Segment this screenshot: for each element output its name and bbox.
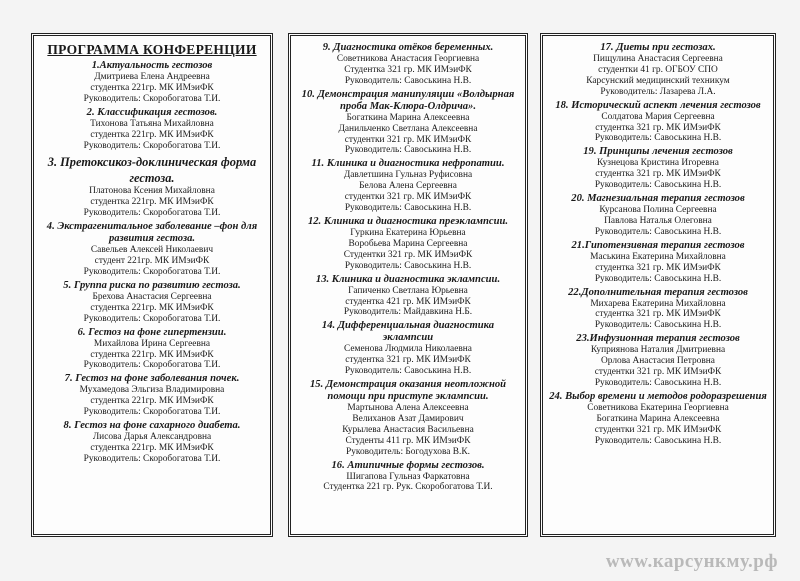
talk-title: 13. Клиника и диагностика эклампсии.	[315, 273, 501, 285]
talk-list	[548, 42, 768, 446]
talk-item	[39, 327, 265, 372]
talk-detail-line: студентка 221гр. МК ИМэиФК	[90, 349, 214, 360]
talk-item	[296, 158, 520, 214]
talk-detail-line: Тихонова Татьяна Михайловна	[90, 118, 214, 129]
talk-detail-line: студентка 221гр. МК ИМэиФК	[90, 197, 214, 208]
talk-detail-line: Руководитель: Савоськина Н.В.	[594, 320, 722, 331]
talk-detail-line: студентки 321 гр. МК ИМэиФК	[594, 424, 722, 435]
talk-detail-line: Руководитель: Савоськина Н.В.	[594, 377, 722, 388]
talk-detail-line: Мухамедова Эльгиза Владимировна	[79, 385, 225, 396]
talk-title: 23.Инфузионная терапия гестозов	[576, 333, 740, 345]
talk-detail-line: Руководитель: Майдавкина Н.Б.	[343, 307, 473, 318]
talk-detail-line: студентка 221гр. МК ИМэиФК	[90, 442, 214, 453]
talk-item	[548, 391, 768, 447]
talk-item	[39, 373, 265, 418]
talk-detail-line: Белова Алена Сергеевна	[359, 181, 457, 192]
program-column-1	[31, 33, 273, 537]
talk-item	[39, 155, 265, 219]
talk-item	[296, 460, 520, 494]
talk-detail-line: Руководитель: Савоськина Н.В.	[594, 133, 722, 144]
talk-item	[39, 420, 265, 465]
talk-detail-line: студентка 321 гр. МК ИМэиФК	[595, 122, 721, 133]
talk-title: 14. Дифференциальная диагностика эклампсии	[321, 320, 495, 344]
talk-detail-line: Карсунский медицинский техникум	[586, 75, 730, 86]
talk-title: 9. Диагностика отёков беременных.	[322, 42, 494, 53]
talk-detail-line: Руководитель: Савоськина Н.В.	[344, 366, 472, 377]
talk-title: 4. Экстрагенитальное заболевание –фон для развития гестоза.	[46, 221, 258, 245]
talk-detail-line: Павлова Наталья Олеговна	[604, 215, 712, 226]
talk-detail-line: студентки 321 гр. МК ИМэиФК	[594, 367, 722, 378]
talk-detail-line: Руководитель: Скоробогатова Т.И.	[83, 93, 221, 104]
talk-detail-line: Михарева Екатерина Михайловна	[590, 298, 726, 309]
talk-detail-line: Мартынова Алена Алексеевна	[347, 403, 469, 414]
talk-detail-line: Воробьева Марина Сергеевна	[348, 238, 468, 249]
talk-detail-line: Советникова Екатерина Георгиевна	[587, 402, 729, 413]
talk-detail-line: Дмитриева Елена Андреевна	[94, 72, 210, 82]
talk-detail-line: Богаткина Марина Алексеевна	[596, 413, 720, 424]
talk-detail-line: Руководитель: Скоробогатова Т.И.	[83, 407, 221, 418]
talk-list	[296, 42, 520, 493]
talk-detail-line: студентка 221гр. МК ИМэиФК	[90, 82, 214, 93]
talk-item	[296, 320, 520, 377]
talk-detail-line: Шигапова Гульназ Фаркатовна	[346, 471, 470, 482]
talk-detail-line: Руководитель: Савоськина Н.В.	[594, 435, 722, 446]
talk-detail-line: Руководитель: Савоськина Н.В.	[594, 273, 722, 284]
talk-title: 24. Выбор времени и методов родоразрешения	[549, 390, 767, 402]
talk-item	[296, 216, 520, 272]
talk-detail-line: Студентка 321 гр. МК ИМэиФК	[344, 64, 472, 75]
talk-item	[39, 280, 265, 325]
talk-detail-line: Руководитель: Лазарева Л.А.	[600, 86, 716, 97]
talk-detail-line: студентка 221гр. МК ИМэиФК	[90, 396, 214, 407]
talk-title: 17. Диеты при гестозах.	[600, 42, 716, 53]
talk-title: 8. Гестоз на фоне сахарного диабета.	[63, 420, 241, 432]
talk-title: 3. Претоксикоз-доклиническая форма гестоза.	[47, 155, 257, 185]
talk-title: 1.Актуальность гестозов	[91, 60, 213, 71]
talk-detail-line: студент 221гр. МК ИМэиФК	[94, 256, 210, 267]
talk-item	[296, 379, 520, 458]
talk-detail-line: Курылева Анастасия Васильевна	[342, 424, 474, 435]
talk-detail-line: Руководитель: Савоськина Н.В.	[344, 260, 472, 271]
talk-detail-line: Гуркина Екатерина Юрьевна	[350, 227, 466, 238]
talk-detail-line: студентки 41 гр. ОГБОУ СПО	[598, 64, 718, 75]
talk-title: 6. Гестоз на фоне гипертензии.	[77, 326, 227, 338]
talk-detail-line: Руководитель: Савоськина Н.В.	[594, 180, 722, 191]
talk-item	[39, 107, 265, 152]
talk-detail-line: Руководитель: Скоробогатова Т.И.	[83, 313, 221, 324]
program-title: ПРОГРАММА КОНФЕРЕНЦИИ	[47, 42, 257, 57]
talk-detail-line: Руководитель: Савоськина Н.В.	[344, 75, 472, 86]
talk-detail-line: Платонова Ксения Михайловна	[89, 186, 215, 197]
talk-title: 19. Принципы лечения гестозов	[583, 146, 733, 158]
talk-detail-line: Студенты 411 гр. МК ИМэиФК	[345, 435, 471, 446]
talk-detail-line: Велиханов Азат Дамирович	[352, 413, 464, 424]
talk-detail-line: Пищулина Анастасия Сергеевна	[593, 54, 723, 64]
talk-list	[39, 60, 265, 465]
talk-detail-line: Студентки 321 гр. МК ИМэиФК	[343, 249, 473, 260]
talk-title: 22.Дополнительная терапия гестозов	[568, 286, 748, 298]
talk-item	[548, 42, 768, 98]
talk-detail-line: Руководитель: Богодухова В.К.	[346, 446, 470, 457]
talk-detail-line: Лисова Дарья Александровна	[92, 432, 212, 443]
talk-detail-line: Маськина Екатерина Михайловна	[590, 251, 726, 262]
talk-detail-line: студентка 321 гр. МК ИМэиФК	[345, 355, 471, 366]
talk-detail-line: Руководитель: Савоськина Н.В.	[344, 203, 472, 214]
talk-detail-line: Руководитель: Скоробогатова Т.И.	[83, 360, 221, 371]
talk-item	[39, 60, 265, 105]
program-column-3	[540, 33, 776, 537]
talk-detail-line: Солдатова Мария Сергеевна	[601, 111, 715, 122]
talk-item	[296, 42, 520, 87]
talk-detail-line: Куприянова Наталия Дмитриевна	[590, 345, 726, 356]
talk-detail-line: студентка 321 гр. МК ИМэиФК	[595, 169, 721, 180]
talk-title: 12. Клиника и диагностика преэклампсии.	[307, 215, 509, 227]
talk-detail-line: Савельев Алексей Николаевич	[90, 245, 214, 256]
talk-item	[548, 287, 768, 332]
talk-title: 5. Группа риска по развитию гестоза.	[63, 279, 241, 291]
talk-detail-line: Семенова Людмила Николаевна	[344, 344, 472, 355]
talk-detail-line: студентки 321 гр. МК ИМэиФК	[344, 134, 472, 145]
talk-detail-line: Курсанова Полина Сергеевна	[599, 205, 717, 216]
talk-item	[296, 274, 520, 319]
talk-detail-line: Богаткина Марина Алексеевна	[346, 112, 470, 123]
talk-title: 15. Демонстрация оказания неотложной помощи при приступе эклампсии.	[309, 379, 507, 403]
talk-detail-line: Руководитель: Скоробогатова Т.И.	[83, 208, 221, 219]
talk-detail-line: Руководитель: Скоробогатова Т.И.	[83, 453, 221, 464]
talk-detail-line: студентка 221гр. МК ИМэиФК	[90, 302, 214, 313]
talk-detail-line: Давлетшина Гульназ Руфисовна	[343, 170, 473, 181]
talk-detail-line: Руководитель: Скоробогатова Т.И.	[83, 140, 221, 151]
talk-detail-line: Советникова Анастасия Георгиевна	[336, 54, 480, 64]
talk-title: 18. Исторический аспект лечения гестозов	[555, 99, 761, 111]
talk-item	[39, 221, 265, 278]
talk-item	[548, 100, 768, 145]
talk-detail-line: Брехова Анастасия Сергеевна	[92, 291, 212, 302]
talk-detail-line: Руководитель: Скоробогатова Т.И.	[83, 266, 221, 277]
talk-detail-line: Михайлова Ирина Сергеевна	[93, 338, 211, 349]
talk-title: 20. Магнезиальная терапия гестозов	[571, 193, 745, 205]
talk-title: 7. Гестоз на фоне заболевания почек.	[64, 373, 240, 385]
talk-title: 2. Классификация гестозов.	[86, 106, 218, 118]
talk-detail-line: Орлова Анастасия Петровна	[601, 356, 715, 367]
talk-title: 16. Атипичные формы гестозов.	[331, 459, 485, 471]
site-watermark: www.карсункму.рф	[605, 551, 778, 572]
talk-detail-line: студентка 321 гр. МК ИМэиФК	[595, 309, 721, 320]
talk-title: 21.Гипотензивная терапия гестозов	[571, 239, 745, 251]
talk-item	[548, 333, 768, 389]
talk-detail-line: Кузнецова Кристина Игоревна	[597, 158, 719, 169]
talk-detail-line: Руководитель: Савоськина Н.В.	[344, 145, 472, 156]
talk-detail-line: студентка 321 гр. МК ИМэиФК	[595, 262, 721, 273]
talk-item	[548, 240, 768, 285]
talk-detail-line: Студентка 221 гр. Рук. Скоробогатова Т.И.	[323, 482, 493, 493]
talk-item	[548, 193, 768, 238]
talk-detail-line: Данильченко Светлана Алексеевна	[338, 123, 478, 134]
talk-detail-line: студентка 221гр. МК ИМэиФК	[90, 129, 214, 140]
talk-item	[548, 146, 768, 191]
talk-detail-line: Гапиченко Светлана Юрьевна	[348, 285, 468, 296]
talk-title: 11. Клиника и диагностика нефропатии.	[311, 158, 505, 170]
talk-detail-line: студентка 421 гр. МК ИМэиФК	[345, 296, 471, 307]
talk-title: 10. Демонстрация манипуляции «Волдырная проба Мак-Клюра-Олдрича».	[301, 88, 515, 112]
talk-item	[296, 89, 520, 157]
talk-detail-line: Руководитель: Савоськина Н.В.	[594, 226, 722, 237]
program-column-2	[288, 33, 528, 537]
talk-detail-line: студентки 321 гр. МК ИМэиФК	[344, 192, 472, 203]
